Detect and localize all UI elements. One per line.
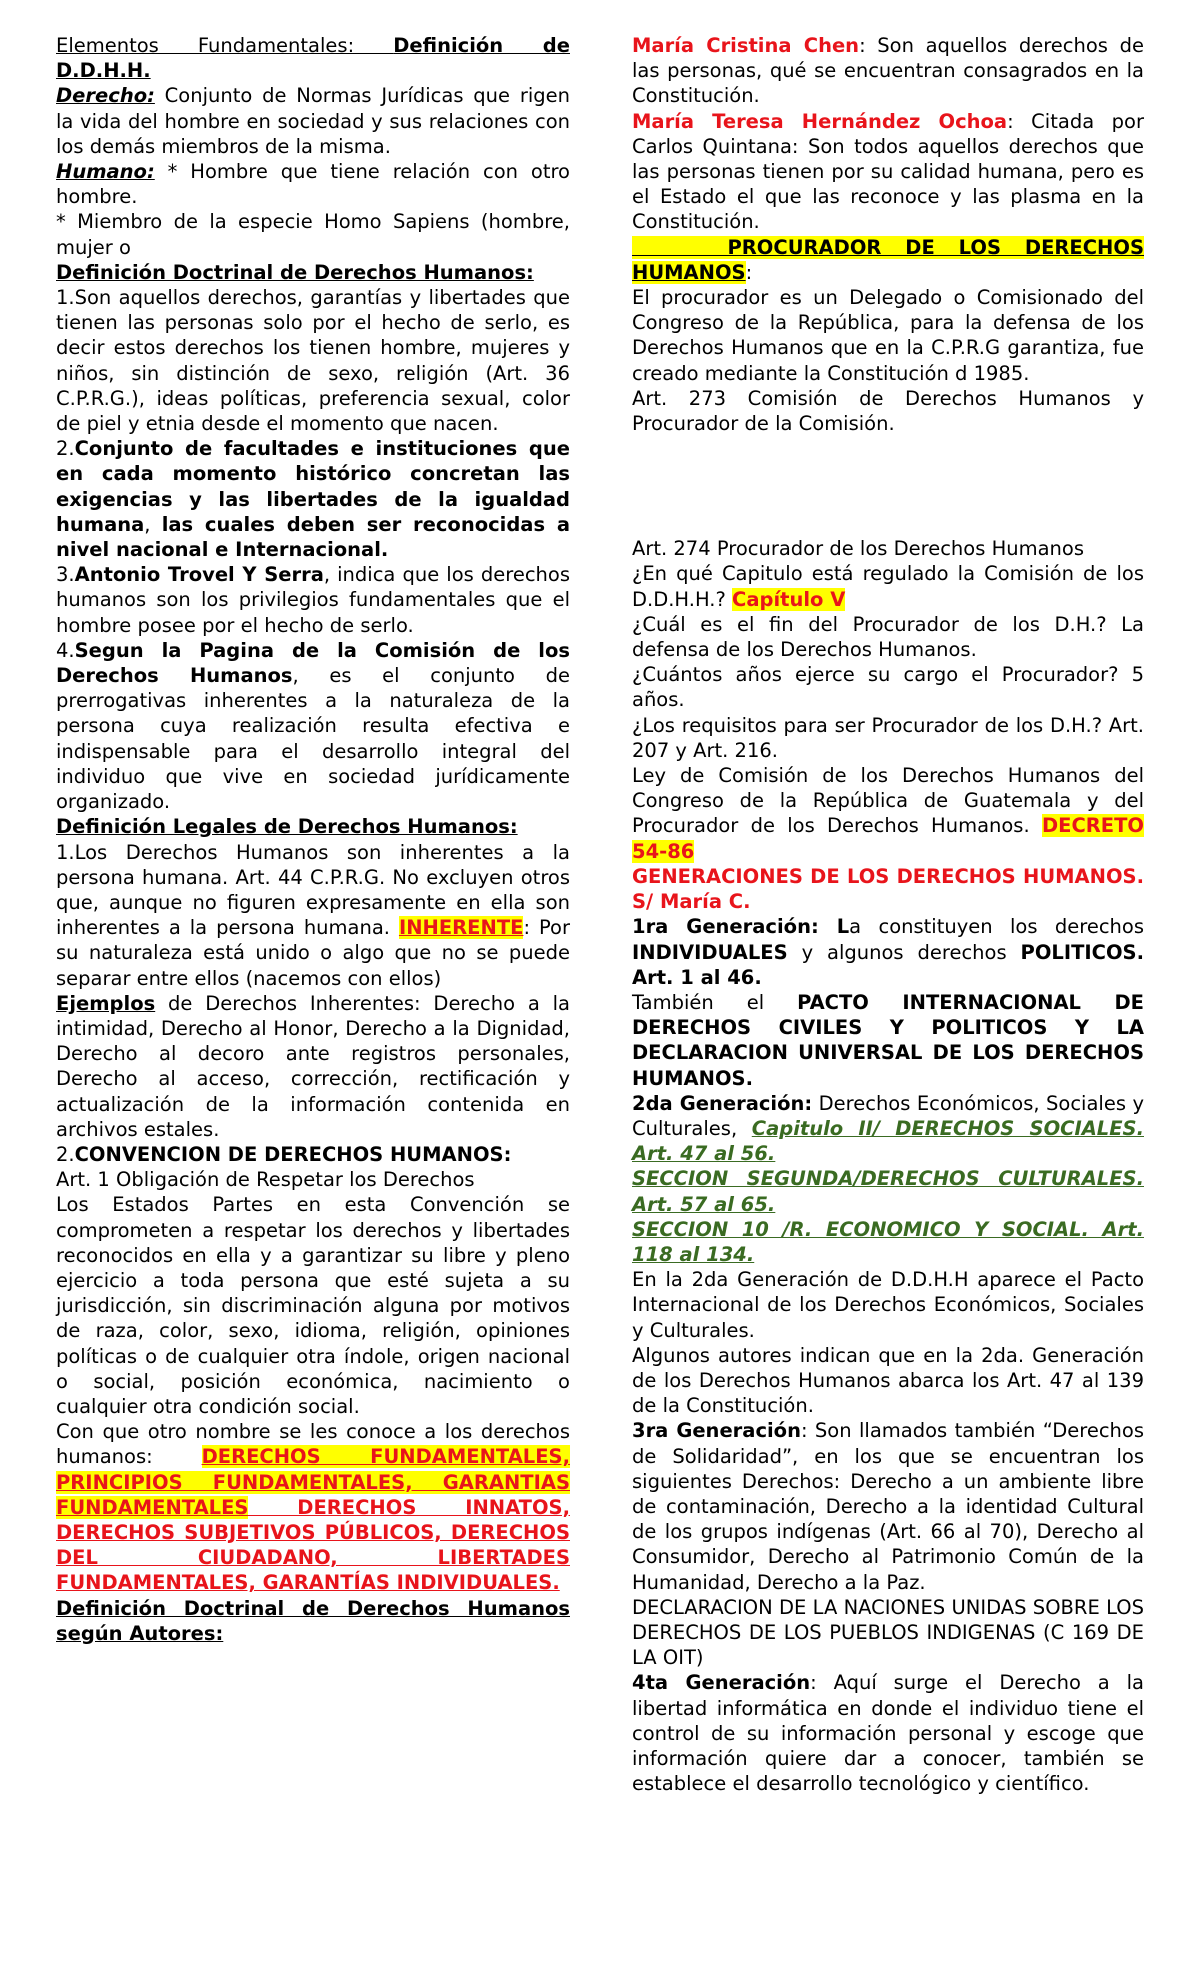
def-derecho: Derecho: Conjunto de Normas Jurídicas que rigen la vida del hombre en sociedad y sus relaciones con los demás miembros de la misma. [56,84,570,158]
q-capitulo: ¿En qué Capitulo está regulado la Comisión de los D.D.H.H.? Capítulo V [632,562,1144,611]
convencion-heading: 2.CONVENCION DE DERECHOS HUMANOS: [56,1142,512,1166]
q-fin: ¿Cuál es el fin del Procurador de los D.H.? La defensa de los Derechos Humanos. [632,612,1144,662]
heading-legales: Definición Legales de Derechos Humanos: [56,815,518,839]
heading-doctrinal: Definición Doctrinal de Derechos Humanos: [56,260,534,284]
otros-nombres: Con que otro nombre se les conoce a los derechos humanos: DERECHOS FUNDAMENTALES, PRINCIPIOS FUNDAMENTALES, GARANTIAS FUNDAMENTALES DERECHOS INNATOS, DERECHOS SUBJETIVOS PÚBLICOS, DERECHOS DEL CIUDADANO, LIBERTADES FUNDAMENTALES, GARANTÍAS INDIVIDUALES. [56,1420,570,1595]
ley-comision: Ley de Comisión de los Derechos Humanos del Congreso de la República de Guatemala y del Procurador de los Derechos Humanos. DECRETO 54-86 [632,764,1144,863]
heading-autores: Definición Doctrinal de Derechos Humanos según Autores: [56,1596,570,1645]
doctrinal-1: 1.Son aquellos derechos, garantías y libertades que tienen las personas solo por el hecho de serlo, es decir estos derechos los tienen hombre, mujeres y niños, sin distinción de sexo, religión (Art. 36 C.P.R.G.), ideas políticas, preferencia sexual, color de piel y etnia desde el momento que nacen. [56,286,570,436]
seccion-10: SECCION 10 /R. ECONOMICO Y SOCIAL. Art. 118 al 134. [632,1217,1144,1266]
seccion-segunda: SECCION SEGUNDA/DERECHOS CULTURALES. Art. 57 al 65. [632,1167,1144,1216]
def-humano-2: * Miembro de la especie Homo Sapiens (hombre, mujer o [56,210,570,259]
ejemplos: Ejemplos de Derechos Inherentes: Derecho a la intimidad, Derecho al Honor, Derecho a la Dignidad, Derecho al decoro ante registros personales, Derecho al acceso, corrección, rectificación y actualización de la información contenida en archivos estales. [56,991,570,1141]
right-column [632,33,1144,1796]
convencion-art1: Art. 1 Obligación de Respetar los Derechos [56,1168,475,1192]
gen-2-pacto: En la 2da Generación de D.D.H.H aparece el Pacto Internacional de los Derechos Económicos, Sociales y Culturales. [632,1268,1144,1342]
def-humano: Humano: * Hombre que tiene relación con otro hombre. [56,160,570,209]
autor-hernandez: María Teresa Hernández Ochoa: Citada por Carlos Quintana: Son todos aquellos derechos que las personas tienen por su calidad humana, pero es el Estado el que las reconoce y las plasma en la Constitución. [632,109,1144,234]
procurador-heading: PROCURADOR DE LOS DERECHOS HUMANOS: [632,235,1144,284]
convencion-text: Los Estados Partes en esta Convención se comprometen a respetar los derechos y libertades reconocidos en ella y a garantizar su libre y pleno ejercicio a toda persona que esté sujeta a su jurisdicción, sin discriminación alguna por motivos de raza, color, sexo, idioma, religión, opiniones políticas o de cualquier otra índole, origen nacional o social, posición económica, nacimiento o cualquier otra condición social. [56,1193,570,1418]
blank-space [632,436,1144,536]
pacto: También el PACTO INTERNACIONAL DE DERECHOS CIVILES Y POLITICOS Y LA DECLARACION UNIVERSAL DE LOS DERECHOS HUMANOS. [632,990,1144,1090]
gen-2-autores: Algunos autores indican que en la 2da. Generación de los Derechos Humanos abarca los Art. 47 al 139 de la Constitución. [632,1343,1144,1418]
gen-4: 4ta Generación: Aquí surge el Derecho a la libertad informática en donde el individuo tiene el control de su información personal y escoge que información quiere dar a conocer, también se establece el desarrollo tecnológico y científico. [632,1671,1144,1796]
gen-2: 2da Generación: Derechos Económicos, Sociales y Culturales, Capitulo II/ DERECHOS SOCIALES. Art. 47 al 56. [632,1091,1144,1166]
art-273: Art. 273 Comisión de Derechos Humanos y Procurador de la Comisión. [632,386,1144,436]
art-274: Art. 274 Procurador de los Derechos Humanos [632,537,1084,561]
doc-title: Elementos Fundamentales: Definición de D.D.H.H. [56,34,570,83]
q-anos: ¿Cuántos años ejerce su cargo el Procurador? 5 años. [632,663,1144,712]
gen-1: 1ra Generación: La constituyen los derechos INDIVIDUALES y algunos derechos POLITICOS. Art. 1 al 46. [632,915,1144,989]
q-requisitos: ¿Los requisitos para ser Procurador de los D.H.? Art. 207 y Art. 216. [632,713,1144,762]
gen-3: 3ra Generación: Son llamados también “Derechos de Solidaridad”, en los que se encuentran los siguientes Derechos: Derecho a un ambiente libre de contaminación, Derecho a la identidad Cultural de los grupos indígenas (Art. 66 al 70), Derecho al Consumidor, Derecho al Patrimonio Común de la Humanidad, Derecho a la Paz. [632,1419,1144,1594]
autor-chen: María Cristina Chen: Son aquellos derechos de las personas, qué se encuentran consagrados en la Constitución. [632,34,1144,108]
declaracion-indigenas: DECLARACION DE LA NACIONES UNIDAS SOBRE LOS DERECHOS DE LOS PUEBLOS INDIGENAS (C 169 DE LA OIT) [632,1595,1144,1670]
legal-1: 1.Los Derechos Humanos son inherentes a la persona humana. Art. 44 C.P.R.G. No excluyen otros que, aunque no figuren expresamente en ella son inherentes a la persona humana. INHERENTE: Por su naturaleza está unido o algo que no se puede separar entre ellos (nacemos con ellos) [56,840,570,990]
generaciones-heading: GENERACIONES DE LOS DERECHOS HUMANOS. S/ María C. [632,864,1144,914]
doctrinal-4: 4.Segun la Pagina de la Comisión de los Derechos Humanos, es el conjunto de prerrogativas inherentes a la naturaleza de la persona cuya realización resulta efectiva e indispensable para el desarrollo integral del individuo que vive en sociedad jurídicamente organizado. [56,638,570,814]
doctrinal-2: 2.Conjunto de facultades e instituciones que en cada momento histórico concretan las exigencias y las libertades de la igualdad humana, las cuales deben ser reconocidas a nivel nacional e Internacional. [56,437,570,562]
procurador-def: El procurador es un Delegado o Comisionado del Congreso de la República, para la defensa de los Derechos Humanos que en la C.P.R.G garantiza, fue creado mediante la Constitución d 1985. [632,286,1144,385]
left-column [56,33,570,1646]
doctrinal-3: 3.Antonio Trovel Y Serra, indica que los derechos humanos son los privilegios fundamentales que el hombre posee por el hecho de serlo. [56,563,570,637]
